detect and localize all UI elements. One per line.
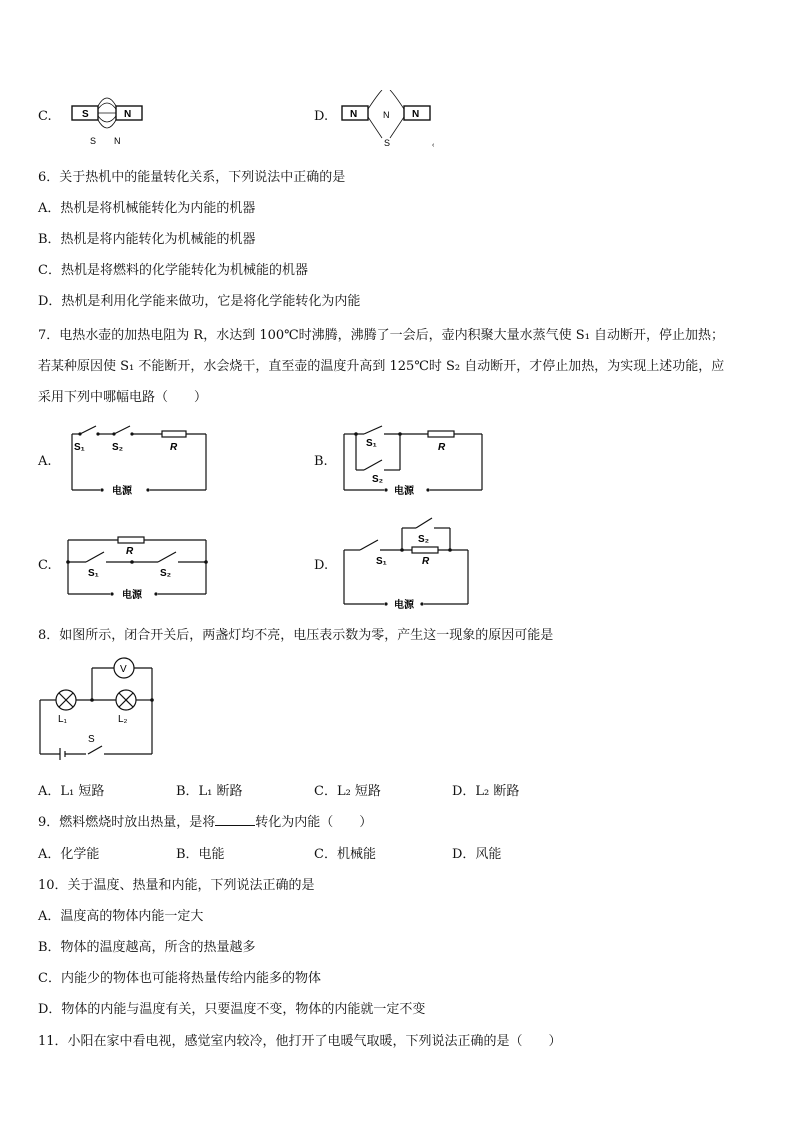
- switch-s1-label: S₁: [74, 442, 85, 453]
- q8-option-c: C．L₂ 短路: [314, 784, 381, 799]
- switch-s2-label: S₂: [160, 568, 172, 579]
- q7-stem-line2: 若某种原因使 S₁ 不能断开，水会烧干，直至壶的温度升高到 125℃时 S₂ 自动断开，才停止加热，为实现上述功能，应: [38, 359, 725, 374]
- lamp-l2-label: L₂: [118, 714, 128, 725]
- magnet-bottom-s: S: [90, 136, 97, 146]
- q10-stem: 10．关于温度、热量和内能，下列说法正确的是: [38, 878, 315, 893]
- q7-option-b-label: B.: [314, 454, 328, 469]
- power-source-label: 电源: [394, 486, 414, 497]
- magnet-bottom-label: S: [384, 138, 391, 148]
- option-d-label: D.: [314, 109, 329, 124]
- q6-stem: 6．关于热机中的能量转化关系，下列说法中正确的是: [38, 170, 346, 185]
- magnet-field-figure-c: [62, 92, 152, 148]
- switch-s-label: S: [88, 734, 95, 745]
- q10-option-a: A．温度高的物体内能一定大: [38, 909, 204, 924]
- stray-mark: ‹: [432, 142, 435, 149]
- q9-blank: [215, 813, 255, 826]
- q7-option-a-label: A.: [38, 454, 52, 469]
- q8-stem: 8．如图所示，闭合开关后，两盏灯均不亮，电压表示数为零，产生这一现象的原因可能是: [38, 628, 554, 643]
- switch-s1-label: S₁: [376, 556, 387, 567]
- q6-option-d: D．热机是利用化学能来做功，它是将化学能转化为内能: [38, 294, 361, 309]
- q10-option-d: D．物体的内能与温度有关，只要温度不变，物体的内能就一定不变: [38, 1002, 426, 1017]
- option-c-label: C.: [38, 109, 52, 124]
- q7-option-d-label: D.: [314, 558, 329, 573]
- magnet-field-figure-d: [338, 90, 438, 150]
- q9-option-b: B．电能: [176, 847, 225, 862]
- circuit-q8: [36, 652, 160, 762]
- q9-stem: [38, 811, 372, 830]
- q7-stem-line3: 采用下列中哪幅电路（ ）: [38, 390, 208, 405]
- lamp-l1-label: L₁: [58, 714, 67, 725]
- switch-s1-label: S₁: [88, 568, 99, 579]
- q8-option-b: B．L₁ 断路: [176, 784, 243, 799]
- q9-option-d: D．风能: [452, 847, 502, 862]
- resistor-r-label: R: [126, 546, 134, 557]
- circuit-b: [338, 424, 488, 504]
- q6-option-b: B．热机是将内能转化为机械能的机器: [38, 232, 256, 247]
- voltmeter-v-label: V: [120, 664, 127, 675]
- magnet-n-label: N: [124, 109, 132, 120]
- resistor-r-label: R: [438, 442, 446, 453]
- q8-option-d: D．L₂ 断路: [452, 784, 520, 799]
- power-source-label: 电源: [122, 590, 142, 601]
- q7-stem-line1: 7．电热水壶的加热电阻为 R，水达到 100℃时沸腾，沸腾了一会后，壶内积聚大量水蒸气使 S₁ 自动断开，停止加热；: [38, 328, 725, 343]
- resistor-r-label: R: [170, 442, 178, 453]
- circuit-c: [62, 528, 212, 604]
- circuit-d: [338, 512, 478, 612]
- q8-option-a: A．L₁ 短路: [38, 784, 105, 799]
- magnet-n2-label: N: [412, 109, 420, 120]
- power-source-label: 电源: [112, 486, 132, 497]
- q11-stem: 11．小阳在家中看电视，感觉室内较冷，他打开了电暖气取暖，下列说法正确的是（ ）: [38, 1034, 562, 1049]
- q9-stem-pre: 9．燃料燃烧时放出热量，是将: [38, 815, 216, 830]
- switch-s2-label: S₂: [372, 474, 384, 485]
- q6-option-c: C．热机是将燃料的化学能转化为机械能的机器: [38, 263, 308, 278]
- q9-option-a: A．化学能: [38, 847, 100, 862]
- magnet-s-label: S: [82, 109, 89, 120]
- circuit-a: [62, 420, 212, 502]
- magnet-bottom-n: N: [114, 136, 121, 146]
- q9-option-c: C．机械能: [314, 847, 376, 862]
- q9-stem-post: 转化为内能（ ）: [255, 815, 373, 830]
- switch-s1-label: S₁: [366, 438, 377, 449]
- power-source-label: 电源: [394, 600, 414, 611]
- switch-s2-label: S₂: [112, 442, 124, 453]
- switch-s2-label: S₂: [418, 534, 430, 545]
- q10-option-b: B．物体的温度越高，所含的热量越多: [38, 940, 256, 955]
- q7-option-c-label: C.: [38, 558, 52, 573]
- q10-option-c: C．内能少的物体也可能将热量传给内能多的物体: [38, 971, 321, 986]
- magnet-mid-label: N: [383, 110, 390, 120]
- magnet-n1-label: N: [350, 109, 358, 120]
- q6-option-a: A．热机是将机械能转化为内能的机器: [38, 201, 256, 216]
- resistor-r-label: R: [422, 556, 430, 567]
